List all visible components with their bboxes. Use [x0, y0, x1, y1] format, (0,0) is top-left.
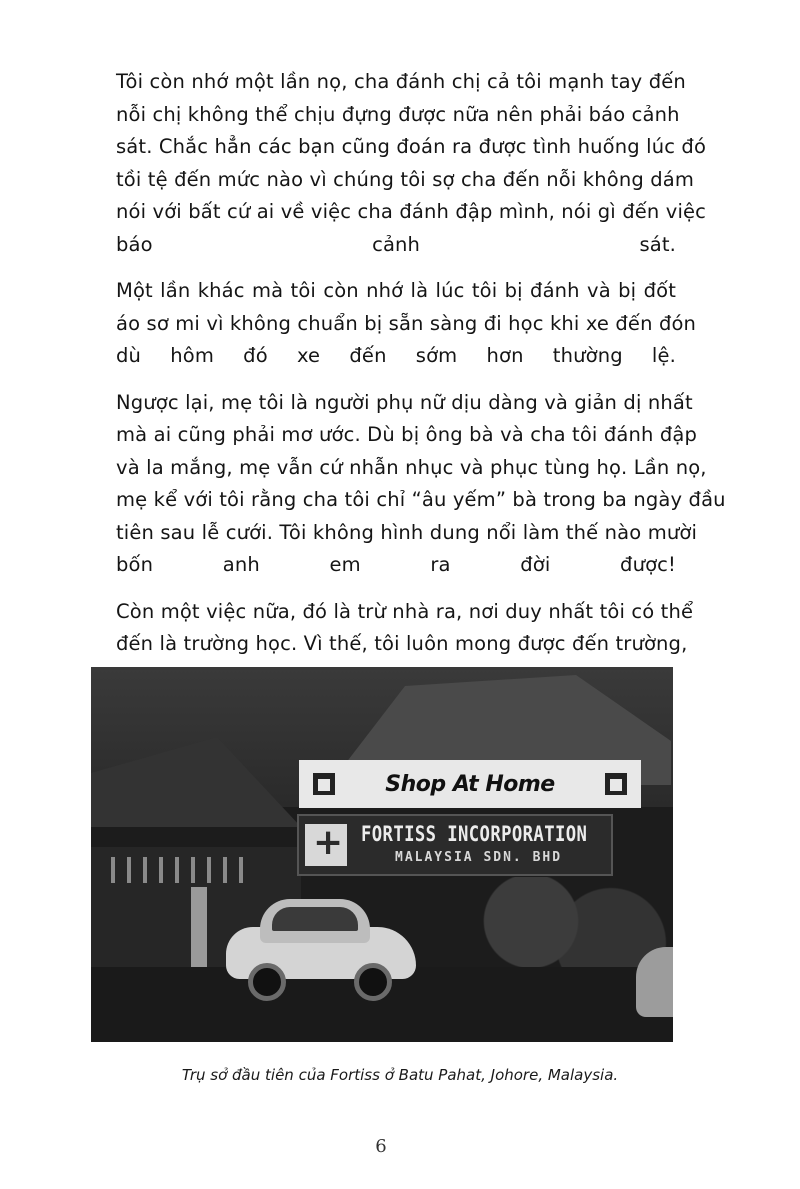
- paragraph-1: [116, 66, 707, 261]
- page-number: 6: [375, 1136, 387, 1157]
- text-line: mẹ kể với tôi rằng cha tôi chỉ “âu yếm” bà trong ba ngày đầu: [116, 488, 726, 511]
- text-line: bốn anh em ra đời được!: [116, 553, 676, 576]
- text-line: Còn một việc nữa, đó là trừ nhà ra, nơi duy nhất tôi có thể: [116, 599, 694, 623]
- sign-logo-icon: [605, 773, 627, 795]
- text-line: mà ai cũng phải mơ ước. Dù bị ông bà và cha tôi đánh đập: [116, 423, 697, 446]
- car-window: [272, 907, 358, 931]
- car-wheel: [354, 963, 392, 1001]
- text-line: báo cảnh sát.: [116, 232, 676, 256]
- text-line: Một lần khác mà tôi còn nhớ là lúc tôi bị đánh và bị đốt: [116, 279, 676, 302]
- text-line: tồi tệ đến mức nào vì chúng tôi sợ cha đến nỗi không dám: [116, 167, 694, 191]
- text-line: và la mắng, mẹ vẫn cứ nhẫn nhục và phục tùng họ. Lần nọ,: [116, 455, 707, 479]
- text-line: Tôi còn nhớ một lần nọ, cha đánh chị cả tôi mạnh tay đến: [116, 70, 686, 93]
- body-text: [116, 66, 726, 675]
- sign-company-name: FORTISS INCORPORATION: [361, 822, 588, 846]
- fortiss-sign: [297, 814, 613, 876]
- paragraph-2: [116, 275, 697, 373]
- photo-car-right: [636, 947, 673, 1017]
- fortiss-office-photo: [91, 667, 673, 1042]
- paragraph-4: [116, 596, 694, 661]
- shop-at-home-sign: [299, 760, 641, 808]
- text-line: Ngược lại, mẹ tôi là người phụ nữ dịu dàng và giản dị nhất: [116, 390, 693, 414]
- text-line: dù hôm đó xe đến sớm hơn thường lệ.: [116, 344, 676, 367]
- photo-balcony-rail: [111, 857, 251, 883]
- photo-caption: Trụ sở đầu tiên của Fortiss ở Batu Pahat, Johore, Malaysia.: [181, 1066, 619, 1084]
- sign-logo-icon: [313, 773, 335, 795]
- photo-car: [226, 899, 416, 999]
- car-wheel: [248, 963, 286, 1001]
- text-line: áo sơ mi vì không chuẩn bị sẵn sàng đi học khi xe đến đón: [116, 311, 697, 335]
- sign-company-sub: MALAYSIA SDN. BHD: [395, 850, 563, 865]
- sign-top-text: Shop At Home: [385, 771, 555, 797]
- text-line: tiên sau lễ cưới. Tôi không hình dung nổi làm thế nào mười: [116, 520, 698, 544]
- text-line: sát. Chắc hẳn các bạn cũng đoán ra được tình huống lúc đó: [116, 135, 707, 158]
- text-line: nói với bất cứ ai về việc cha đánh đập mình, nói gì đến việc: [116, 200, 707, 223]
- text-line: đến là trường học. Vì thế, tôi luôn mong được đến trường,: [116, 632, 688, 655]
- fortiss-logo-icon: [305, 824, 347, 866]
- paragraph-3: [116, 387, 726, 582]
- text-line: nỗi chị không thể chịu đựng được nữa nên phải báo cảnh: [116, 102, 680, 126]
